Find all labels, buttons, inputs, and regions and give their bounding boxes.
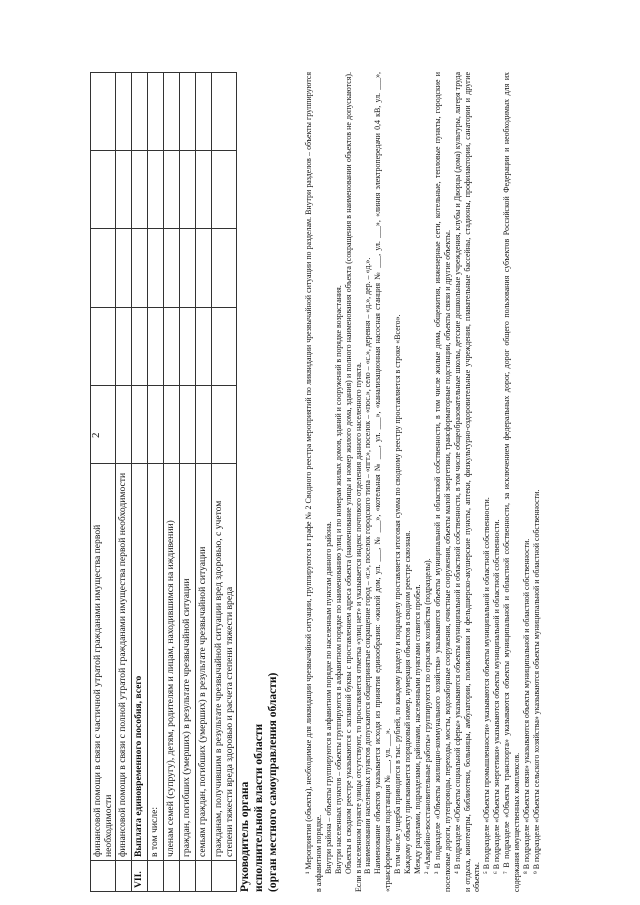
table-row <box>212 73 237 892</box>
row-label: Выплата единовременного пособия, всего <box>132 464 148 861</box>
table-cell <box>132 151 148 229</box>
footnote: ⁵ В подразделе «Объекты промышленности» указываются объекты муниципальной и областной собственности. <box>482 497 492 874</box>
signature-block <box>238 673 280 892</box>
table-cell <box>180 307 196 385</box>
table-cell <box>148 229 164 307</box>
row-number: VII. <box>132 861 148 892</box>
table-cell <box>164 307 180 385</box>
table-cell <box>196 229 212 307</box>
table-row <box>116 73 132 892</box>
row-number <box>116 861 132 892</box>
table-cell <box>164 73 180 151</box>
row-label: членам семей (супругу), детям, родителям и лицам, находившимся на иждивении) <box>164 464 180 861</box>
footnote: ⁴ В подразделе «Объекты социальной сферы» указываются объекты муниципальной и областной собственности, в том числе общеобразовательные школы, детские дошкольные учреждения, клубы и Дворцы (дома) культуры, лагеря труда и отдыха, кинотеатры, библиотеки, больницы, амбулатории, поликлиники и фельдшерско-акушерские пункты, аптеки, физкультурно-оздоровительные учреждения, плавательные бассейны, стадионы, профилактории, санатории и другие объекты. <box>452 72 482 892</box>
table-cell <box>91 229 116 307</box>
table-row <box>132 73 148 892</box>
table-cell <box>164 229 180 307</box>
table-cell <box>212 151 237 229</box>
row-number <box>164 861 180 892</box>
signature-line: исполнительной власти области <box>253 723 265 892</box>
row-label: финансовой помощи в связи с полной утратой гражданами имущества первой необходимости <box>116 464 132 861</box>
row-label: в том числе: <box>148 464 164 861</box>
table-row <box>196 73 212 892</box>
table-cell <box>148 385 164 463</box>
footnote: ⁸ В подразделе «Объекты связи» указываются объекты муниципальной и областной собственности. <box>521 538 531 874</box>
table-cell <box>91 151 116 229</box>
summary-table-body <box>91 73 237 892</box>
row-label: гражданам, получившим в результате чрезвычайной ситуации вред здоровью, с учетом степени тяжести вреда здоровью и расчета степени тяжести вреда <box>212 464 237 861</box>
table-cell <box>196 385 212 463</box>
table-cell <box>180 73 196 151</box>
table-cell <box>212 385 237 463</box>
footnote: В том числе ущерба приводится в тыс. рублей, по каждому разделу и подразделу проставляется итоговая сумма по сводному реестру проставляется в строке «Всего». <box>393 314 403 874</box>
table-cell <box>196 151 212 229</box>
table-cell <box>132 73 148 151</box>
table-row <box>148 73 164 892</box>
table-row <box>164 73 180 892</box>
table-cell <box>196 73 212 151</box>
rotated-content <box>90 72 560 892</box>
footnote: Внутри населенных пунктов – объекты группируются в алфавитном порядке по наименованию улиц и по номерам жилых домов, зданий и сооружений в порядке возрастания. <box>333 285 343 874</box>
table-cell <box>212 229 237 307</box>
table-cell <box>148 73 164 151</box>
table-cell <box>196 307 212 385</box>
footnote: ⁶ В подразделе «Объекты энергетики» указываются объекты муниципальной и областной собственности. <box>492 519 502 874</box>
table-cell <box>116 73 132 151</box>
footnote: ¹ Мероприятия (объекты), необходимые для ликвидации чрезвычайной ситуации, группируются в графе № 2 Сводного реестра мероприятий по ликвидации чрезвычайной ситуации по разделам. Внутри разделов – объекты группируются в алфавитном порядке. <box>304 72 323 892</box>
table-cell <box>148 307 164 385</box>
page-number: 2 <box>90 432 102 438</box>
row-number <box>148 861 164 892</box>
row-number <box>196 861 212 892</box>
table-cell <box>116 307 132 385</box>
footnote: Каждому объекту присваивается порядковый номер, нумерация объектов в сводном реестре сквозная. <box>403 530 413 874</box>
row-number <box>91 861 116 892</box>
table-cell <box>180 229 196 307</box>
table-cell <box>180 385 196 463</box>
footnote: Объекты в сводном реестре указываются с заглавной буквы с проставлением адреса объекта (наименование улицы и номер жилого дома, здания) и полного наименования объекта (сокращения в наименовании объектов не допускаются). Если в населенном пункте улицы отсутствуют, то проставляется отметка «улиц нет» и указывается индекс почтового отделения данного населенного пункта. <box>343 72 363 892</box>
table-cell <box>116 229 132 307</box>
table-cell <box>148 151 164 229</box>
footnote: ⁷ В подразделе «Объекты транспорта» указываются объекты муниципальной и областной собственности, за исключением федеральных дорог, дорог общего пользования субъектов Российской Федерации и необходимых для их содержания имущественных комплексов. <box>502 72 522 892</box>
footnote: ² «Аварийно-восстановительные работы» группируются по отраслям хозяйства (подразделы). <box>422 558 432 874</box>
row-label: финансовой помощи в связи с частичной утратой гражданами имущества первой необходимости <box>91 464 116 861</box>
table-cell <box>91 385 116 463</box>
table-row <box>180 73 196 892</box>
row-number <box>212 861 237 892</box>
table-cell <box>132 385 148 463</box>
footnote: Внутри района – объекты группируются в алфавитном порядке по населенным пунктам данного района. <box>323 521 333 874</box>
table-cell <box>116 151 132 229</box>
table-row <box>91 73 116 892</box>
table-cell <box>164 385 180 463</box>
row-number <box>180 861 196 892</box>
table-cell <box>212 307 237 385</box>
row-label: граждан, погибших (умерших) в результате чрезвычайной ситуации <box>180 464 196 861</box>
table-cell <box>91 307 116 385</box>
table-cell <box>164 151 180 229</box>
signature-line: (орган местного самоуправления области) <box>267 672 279 892</box>
footnotes <box>304 72 542 892</box>
table-cell <box>116 385 132 463</box>
signature-line: Руководитель органа <box>239 781 251 892</box>
table-cell <box>212 73 237 151</box>
table-cell <box>180 151 196 229</box>
table-cell <box>132 229 148 307</box>
footnote: В наименовании населенных пунктов допускаются общепринятые сокращение город – «г.», поселок городского типа – «пгт.», поселок – «пос.», село – «с.», деревня – «д.», дер. – «д.». <box>363 257 373 874</box>
table-cell <box>132 307 148 385</box>
footnote: Между разделами, подразделами, районами, населенными пунктами ставится пробел. <box>412 584 422 874</box>
footnote: ³ В подразделе «Объекты жилищно-коммунального хозяйства» указываются объекты муниципальной и областной собственности, в том числе жилые дома, общежития, инженерные сети, котельные, тепловые пункты, городские и поселковые дороги, путепроводы, переходы, мосты, водозаборные сооружения, очистные сооружения, объекты малой энергетики, трансформаторные подстанции, объекты связи и другие объекты. <box>432 72 452 892</box>
table-cell <box>91 73 116 151</box>
footnote: Наименование объектов указывается исходя из принятия единообразия: «жилой дом, ул. ___, № ___», «котельная № ___, ул. ___», «канализационная насосная станция № ___, ул. ___», «линия электропередачи 0,4 кВ, ул. ___», «трансформаторная подстанция № ___, ул. ___». <box>373 72 393 892</box>
footnote: ⁹ В подразделе «Объекты сельского хозяйства» указываются объекты муниципальной и областной собственности. <box>531 489 541 874</box>
summary-table <box>90 72 237 892</box>
row-label: семьям граждан, погибших (умерших) в результате чрезвычайной ситуации <box>196 464 212 861</box>
